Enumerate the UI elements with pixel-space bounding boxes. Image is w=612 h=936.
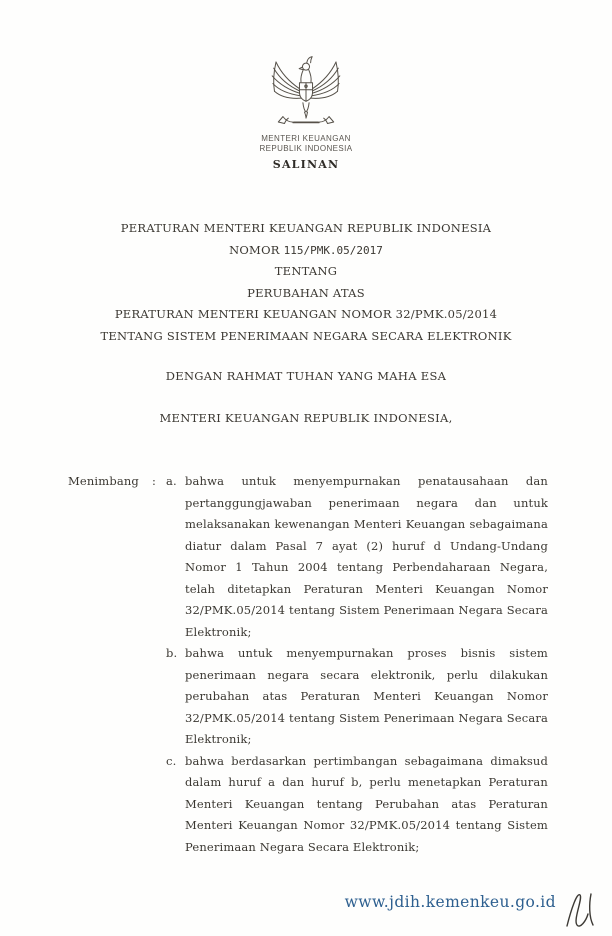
consideration-item <box>166 643 548 751</box>
subject-line3: TENTANG SISTEM PENERIMAAN NEGARA SECARA ELEKTRONIK <box>100 328 512 343</box>
considerations-list <box>166 471 548 858</box>
consideration-marker-b: b. <box>166 646 178 660</box>
subject-line1: PERUBAHAN ATAS <box>247 285 365 300</box>
ministry-line2: REPUBLIK INDONESIA <box>259 143 353 153</box>
consideration-text-a: bahwa untuk menyempurnakan penatausahaan dan pertanggungjawaban penerimaan negara dan untuk melaksanakan kewenangan Menteri Keuangan sebagaimana diatur dalam Pasal 7 ayat (2) huruf d Undang-Undang Nomor 1 Tahun 2004 tentang Perbendaharaan Negara, telah ditetapkan Peraturan Menteri Keuangan Nomor 32/PMK.05/2014 tentang Sistem Penerimaan Negara Secara Elektronik; <box>185 474 548 639</box>
considerations-label: Menimbang <box>68 474 139 488</box>
regulation-title-line1: PERATURAN MENTERI KEUANGAN REPUBLIK INDONESIA <box>120 221 492 235</box>
ministry-name <box>0 134 612 153</box>
consideration-text-c: bahwa berdasarkan pertimbangan sebagaimana dimaksud dalam huruf a dan huruf b, perlu menetapkan Peraturan Menteri Keuangan tentang Perubahan atas Peraturan Menteri Keuangan Nomor 32/PMK.05/2014 tentang Sistem Penerimaan Negara Secara Elektronik; <box>185 753 548 854</box>
copy-label: SALINAN <box>272 158 340 171</box>
ministry-line1: MENTERI KEUANGAN <box>261 134 351 143</box>
tentang-label: TENTANG <box>274 264 338 278</box>
jdih-footer-link[interactable]: www.jdih.kemenkeu.go.id <box>344 893 556 911</box>
invocation-line: DENGAN RAHMAT TUHAN YANG MAHA ESA <box>165 369 447 383</box>
authority-line: MENTERI KEUANGAN REPUBLIK INDONESIA, <box>159 411 453 425</box>
consideration-item <box>166 751 548 859</box>
garuda-pancasila-emblem <box>267 52 345 136</box>
subject-line2: PERATURAN MENTERI KEUANGAN NOMOR 32/PMK.05/2014 <box>114 307 498 321</box>
initials-paraf-mark <box>560 886 602 932</box>
regulation-number-line <box>0 240 612 262</box>
consideration-text-b: bahwa untuk menyempurnakan proses bisnis sistem penerimaan negara secara elektronik, perlu dilakukan perubahan atas Peraturan Menteri Keuangan Nomor 32/PMK.05/2014 tentang Sistem Penerimaan Negara Secara Elektronik; <box>185 646 548 746</box>
considerations-section <box>68 471 548 858</box>
nomor-value: 115/PMK.05/2017 <box>283 243 383 257</box>
regulation-title-block <box>0 218 612 347</box>
considerations-colon: : <box>152 474 157 488</box>
nomor-label: NOMOR <box>229 242 280 257</box>
consideration-item <box>166 471 548 643</box>
consideration-marker-c: c. <box>166 753 177 768</box>
consideration-marker-a: a. <box>166 474 177 488</box>
garuda-icon <box>267 52 345 132</box>
